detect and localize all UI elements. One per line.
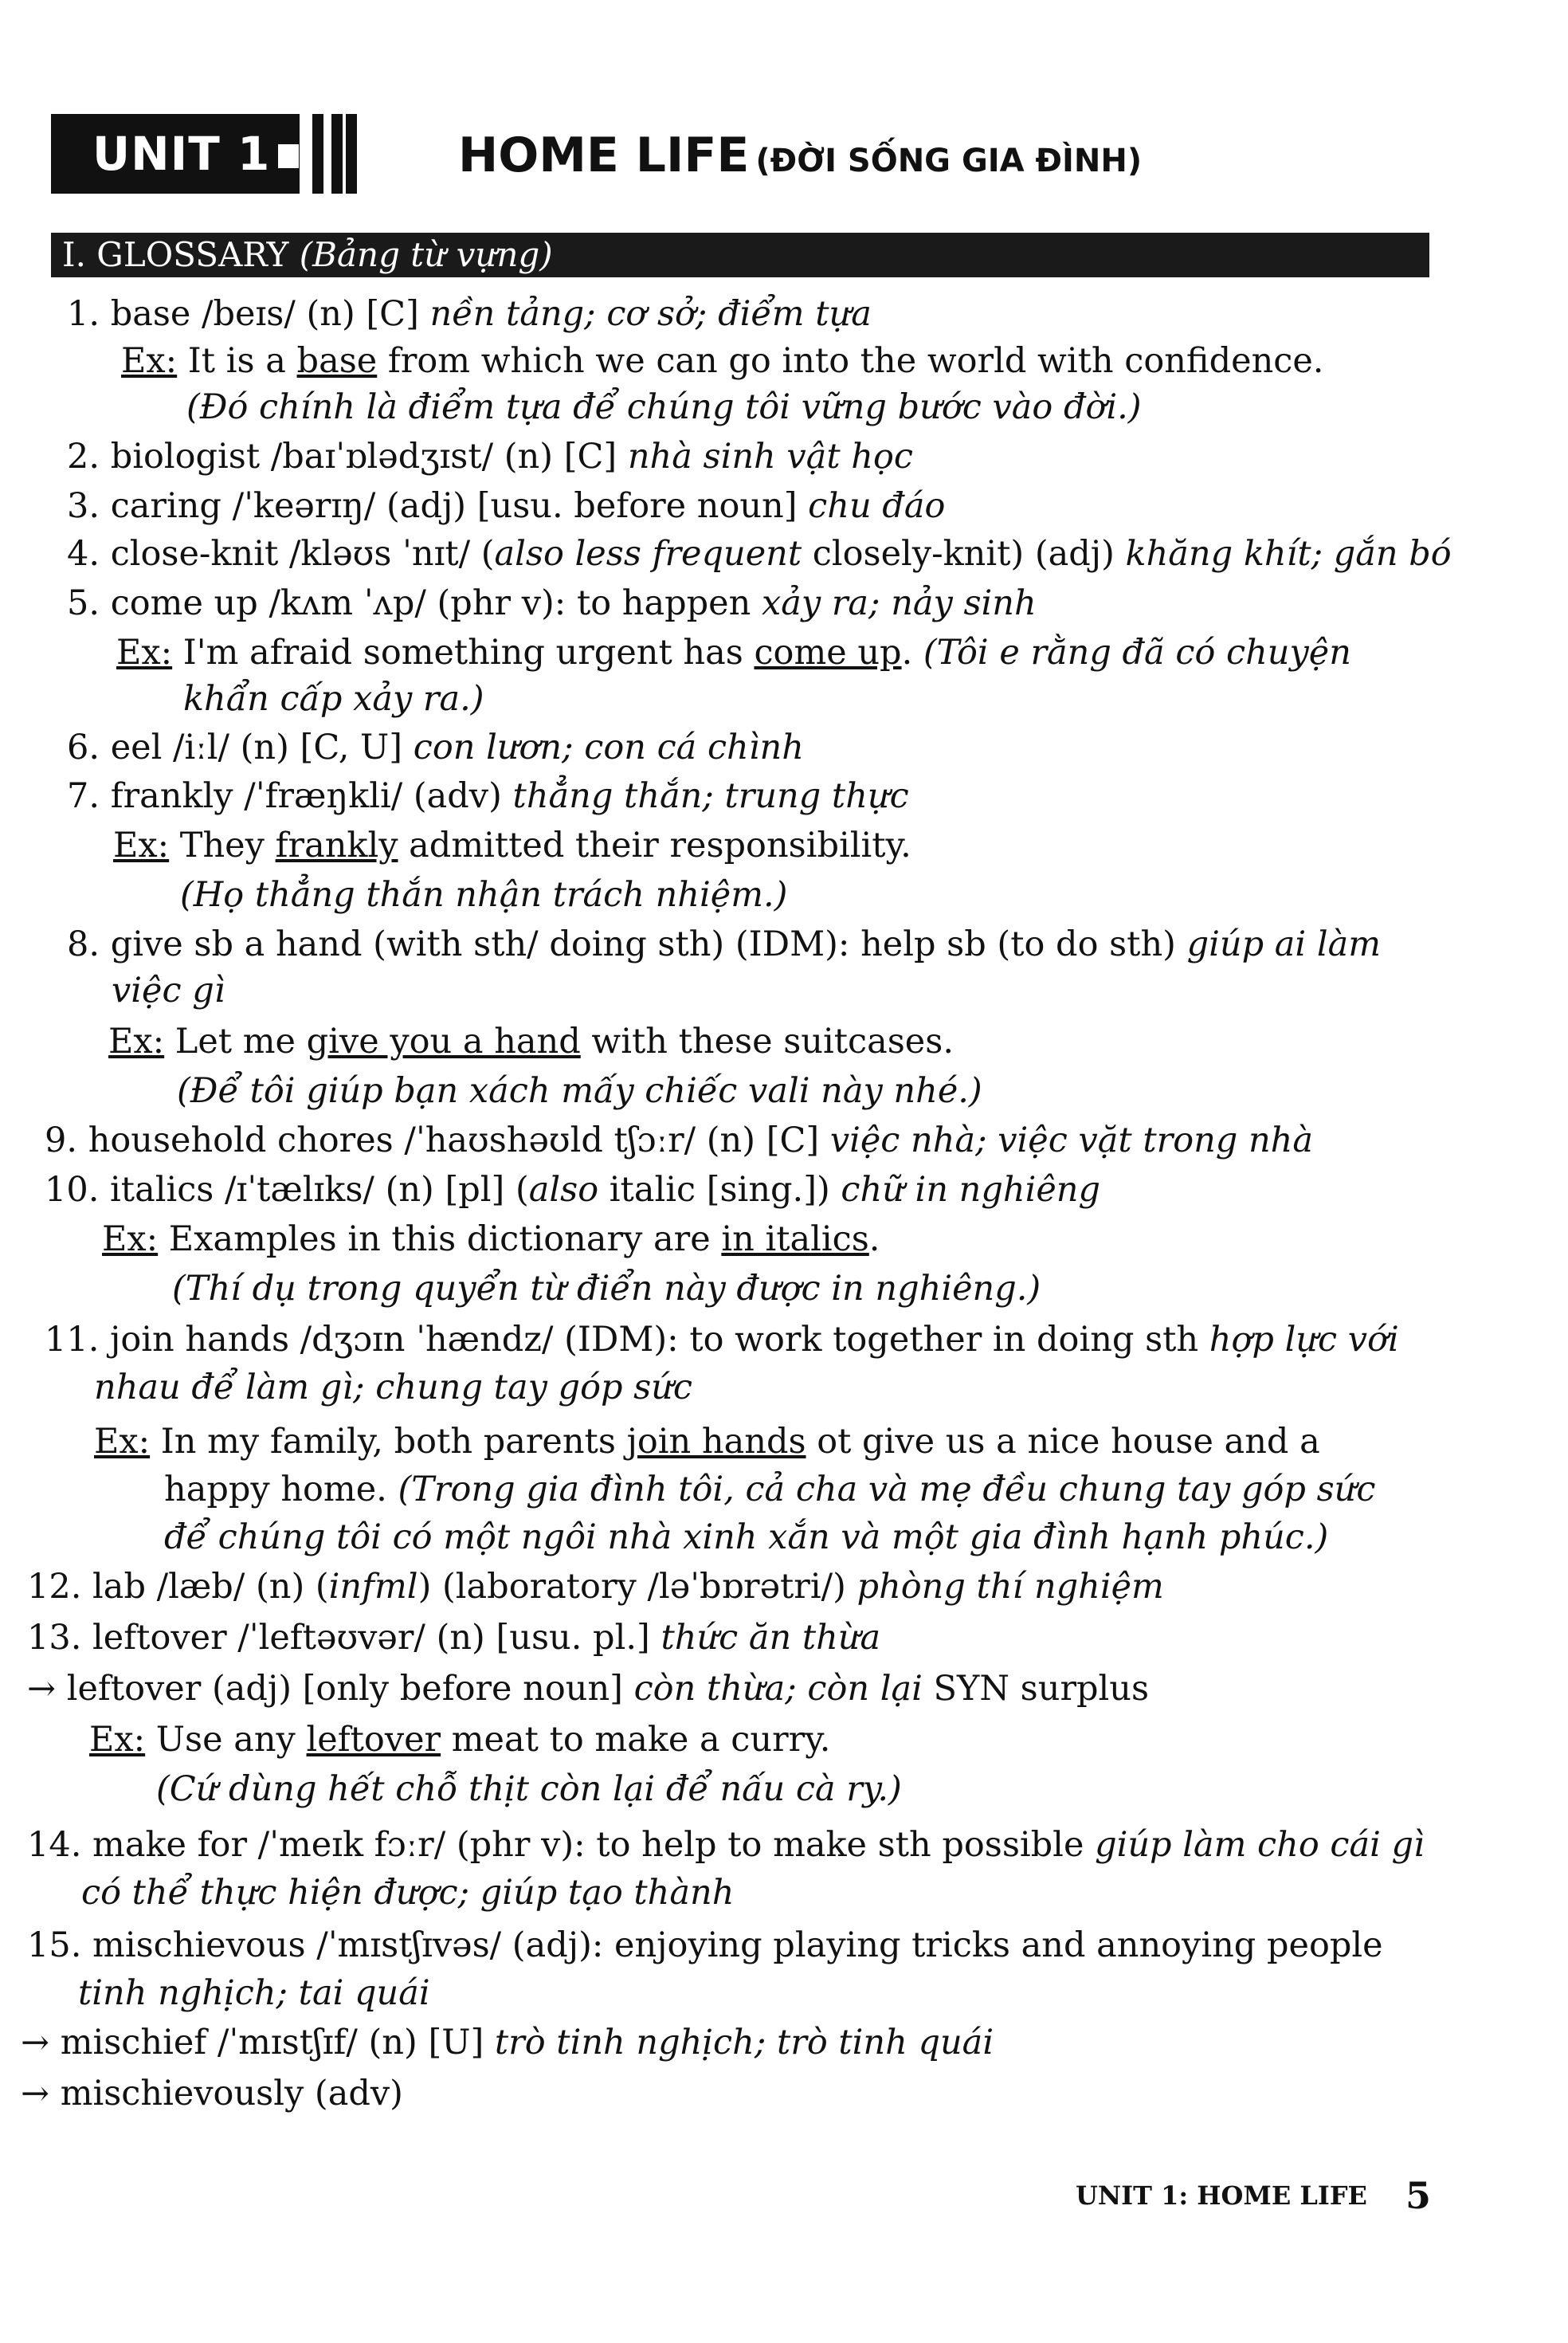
glossary-line (94, 1419, 1320, 1465)
line-segment: (Cứ dùng hết chỗ thịt còn lại để nấu cà ry.) (156, 1769, 902, 1809)
line-segment: . (868, 1219, 880, 1259)
glossary-line (67, 291, 872, 337)
line-segment: 2. biologist /baɪˈɒlədʒɪst/ (n) [C] (67, 437, 628, 477)
line-segment: give you a hand (306, 1022, 581, 1062)
line-segment: 3. caring /ˈkeərɪŋ/ (adj) [usu. before noun] (67, 486, 809, 526)
line-segment: còn thừa; còn lại (633, 1669, 923, 1709)
line-segment: 7. frankly /ˈfræŋkli/ (adv) (67, 776, 513, 816)
line-segment: leftover (306, 1720, 441, 1760)
unit-title-text: HOME LIFE (458, 128, 750, 183)
glossary-line (177, 1068, 982, 1114)
line-segment: meat to make a curry. (441, 1720, 831, 1760)
line-segment: They (169, 826, 276, 865)
line-segment: việc gì (112, 971, 225, 1011)
line-segment: có thể thực hiện được; giúp tạo thành (81, 1873, 735, 1913)
glossary-heading-vi: (Bảng từ vựng) (299, 235, 553, 274)
line-segment: base (296, 341, 378, 381)
line-segment: closely-knit) (adj) (802, 534, 1126, 574)
line-segment: 6. eel /iːl/ (n) [C, U] (67, 728, 414, 767)
glossary-line (67, 773, 909, 819)
line-segment: chữ in nghiêng (841, 1170, 1101, 1210)
line-segment: khăng khít; gắn bó (1125, 534, 1452, 574)
glossary-line (67, 580, 1037, 626)
glossary-line (81, 1870, 734, 1916)
line-segment: admitted their responsibility. (398, 826, 911, 865)
line-segment: Ex: (94, 1422, 151, 1462)
glossary-line (67, 483, 945, 529)
line-segment: 10. italics /ɪˈtælɪks/ (n) [pl] ( (45, 1170, 529, 1210)
glossary-line (27, 1666, 1149, 1712)
line-segment: Examples in this dictionary are (158, 1219, 722, 1259)
line-segment: italic [sing.]) (598, 1170, 841, 1210)
line-segment: giúp làm cho cái gì (1095, 1825, 1425, 1865)
line-segment: Ex: (116, 633, 173, 673)
glossary-line (172, 1266, 1041, 1312)
footer-unit-label: UNIT 1: HOME LIFE (1076, 2180, 1367, 2211)
line-segment: Ex: (113, 826, 170, 865)
glossary-line (116, 630, 1351, 676)
line-segment: happy home. (164, 1470, 398, 1509)
line-segment: Use any (145, 1720, 307, 1760)
line-segment: . (901, 633, 923, 673)
line-segment: 5. come up /kʌm ˈʌp/ (phr v): to happen (67, 583, 762, 623)
glossary-line (164, 1466, 1375, 1513)
unit-title (458, 120, 1142, 191)
glossary-heading (51, 233, 1429, 277)
glossary-line (112, 967, 225, 1014)
line-segment: 1. base /beɪs/ (n) [C] (67, 294, 430, 334)
line-segment: I'm afraid something urgent has (172, 633, 755, 673)
line-segment: phòng thí nghiệm (857, 1567, 1164, 1607)
glossary-line (89, 1717, 830, 1763)
glossary-line (67, 531, 1452, 577)
line-segment: Ex: (121, 341, 178, 381)
glossary-line (102, 1216, 880, 1262)
line-segment: 12. lab /læb/ (n) ( (27, 1567, 329, 1607)
line-segment: chu đáo (808, 486, 946, 526)
line-segment: để chúng tôi có một ngôi nhà xinh xắn và một gia đình hạnh phúc.) (164, 1517, 1329, 1557)
line-segment: thức ăn thừa (661, 1618, 881, 1658)
line-segment: join hands (626, 1422, 806, 1462)
line-segment: also less frequent (494, 534, 802, 574)
line-segment: 4. close-knit /kləʊs ˈnɪt/ ( (67, 534, 495, 574)
line-segment: Let me (164, 1022, 307, 1062)
glossary-line (45, 1117, 1313, 1164)
line-segment: 13. leftover /ˈleftəʊvər/ (n) [usu. pl.] (27, 1618, 661, 1658)
line-segment: nhau để làm gì; chung tay góp sức (94, 1368, 692, 1407)
line-segment: → mischief /ˈmɪstʃɪf/ (n) [U] (21, 2023, 495, 2062)
line-segment: ot give us a nice house and a (806, 1422, 1320, 1462)
glossary-line (121, 338, 1323, 384)
line-segment: con lươn; con cá chình (413, 728, 804, 767)
line-segment: việc nhà; việc vặt trong nhà (829, 1120, 1313, 1160)
glossary-line (27, 1922, 1383, 1968)
line-segment: frankly (275, 826, 398, 865)
unit-bar-decoration (346, 114, 357, 194)
line-segment: tinh nghịch; tai quái (78, 1973, 430, 2013)
line-segment: hợp lực với (1209, 1320, 1399, 1360)
line-segment: nhà sinh vật học (627, 437, 913, 477)
line-segment: SYN surplus (922, 1669, 1150, 1709)
line-segment: with these suitcases. (580, 1022, 954, 1062)
glossary-line (186, 384, 1142, 430)
line-segment: (Trong gia đình tôi, cả cha và mẹ đều chung tay góp sức (398, 1470, 1376, 1509)
glossary-line (45, 1167, 1100, 1213)
line-segment: infml (328, 1567, 418, 1607)
line-segment: Ex: (108, 1022, 165, 1062)
line-segment: (Tôi e rằng đã có chuyện (923, 633, 1351, 673)
glossary-line (156, 1766, 902, 1812)
glossary-heading-text: I. GLOSSARY (62, 235, 289, 274)
line-segment: 11. join hands /dʒɔɪn ˈhændz/ (IDM): to work together in doing sth (45, 1320, 1209, 1360)
glossary-line (67, 724, 804, 771)
line-segment: (Đó chính là điểm tựa để chúng tôi vững bước vào đời.) (186, 387, 1142, 427)
glossary-line (113, 822, 911, 869)
unit-label: UNIT 1 (92, 127, 271, 181)
line-segment: ) (laboratory /ləˈbɒrətri/) (417, 1567, 857, 1607)
glossary-line (27, 1615, 880, 1661)
line-segment: Ex: (89, 1720, 146, 1760)
glossary-line (164, 1514, 1328, 1560)
line-segment: nền tảng; cơ sở; điểm tựa (429, 294, 872, 334)
glossary-line (78, 1970, 430, 2016)
line-segment: khẩn cấp xảy ra.) (183, 679, 484, 719)
unit-bar-decoration (312, 114, 323, 194)
line-segment: giúp ai làm (1186, 924, 1381, 964)
glossary-line (27, 1564, 1164, 1610)
line-segment: In my family, both parents (150, 1422, 627, 1462)
glossary-line (67, 434, 913, 480)
glossary-line (183, 676, 484, 722)
line-segment: → mischievously (adv) (21, 2074, 403, 2113)
line-segment: (Họ thẳng thắn nhận trách nhiệm.) (180, 875, 788, 915)
line-segment: → leftover (adj) [only before noun] (27, 1669, 634, 1709)
line-segment: trò tinh nghịch; trò tinh quái (494, 2023, 994, 2062)
line-segment: xảy ra; nảy sinh (762, 583, 1037, 623)
square-mark-icon (278, 144, 299, 168)
glossary-line (94, 1364, 692, 1411)
glossary-line (27, 1822, 1425, 1868)
line-segment: (Để tôi giúp bạn xách mấy chiếc vali này nhé.) (177, 1071, 982, 1111)
page-number: 5 (1405, 2174, 1432, 2217)
line-segment: 15. mischievous /ˈmɪstʃɪvəs/ (adj): enjoying playing tricks and annoying people (27, 1925, 1383, 1965)
glossary-line (108, 1018, 954, 1065)
glossary-line (180, 872, 787, 918)
unit-bar-decoration (331, 114, 343, 194)
line-segment: 14. make for /ˈmeɪk fɔːr/ (phr v): to help to make sth possible (27, 1825, 1096, 1865)
unit-badge (51, 114, 300, 194)
line-segment: thẳng thắn; trung thực (512, 776, 909, 816)
line-segment: also (528, 1170, 599, 1210)
glossary-line (67, 921, 1381, 967)
line-segment: in italics (721, 1219, 869, 1259)
glossary-line (45, 1317, 1399, 1363)
line-segment: 9. household chores /ˈhaʊshəʊld tʃɔːr/ (n) [C] (45, 1120, 830, 1160)
line-segment: Ex: (102, 1219, 159, 1259)
unit-subtitle: (ĐỜI SỐNG GIA ĐÌNH) (755, 143, 1143, 179)
line-segment: 8. give sb a hand (with sth/ doing sth) (IDM): help sb (to do sth) (67, 924, 1187, 964)
line-segment: come up (754, 633, 902, 673)
line-segment: It is a (177, 341, 297, 381)
line-segment: (Thí dụ trong quyển từ điển này được in nghiêng.) (172, 1269, 1041, 1309)
glossary-line (21, 2070, 403, 2117)
line-segment: from which we can go into the world with confidence. (377, 341, 1324, 381)
glossary-line (21, 2019, 994, 2066)
